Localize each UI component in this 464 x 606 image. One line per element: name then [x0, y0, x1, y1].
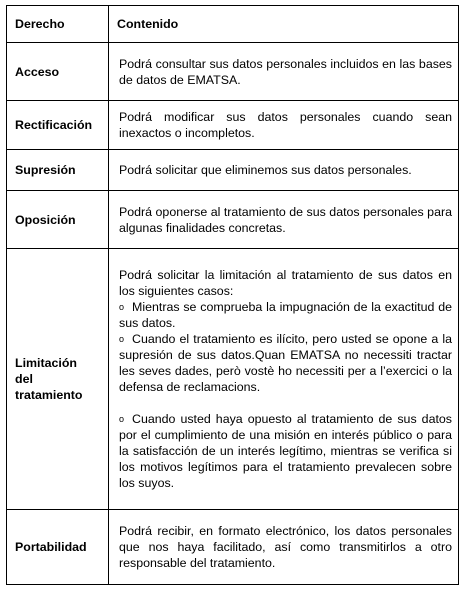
- right-label: Rectificación: [7, 101, 109, 150]
- right-label: Oposición: [7, 191, 109, 249]
- table-row: [7, 510, 459, 585]
- list-item-text: Cuando el tratamiento es ilícito, pero usted se opone a la supresión de sus datos.Quan EMATSA no necessiti tractar les seves dades, però vostè ho necessiti per a l’exercici o la defensa de reclamacions.: [119, 332, 452, 394]
- bullet-icon: o: [119, 414, 125, 424]
- right-label: [7, 249, 109, 510]
- right-description: Podrá modificar sus datos personales cuando sean inexactos o incompletos.: [109, 101, 459, 150]
- list-item: [119, 331, 452, 395]
- right-label: Acceso: [7, 43, 109, 101]
- rights-table: [6, 5, 459, 585]
- right-label-line: del: [15, 372, 33, 386]
- table-row: [7, 191, 459, 249]
- table-header-row: [7, 6, 459, 43]
- list-item: [119, 411, 452, 491]
- right-description: Podrá oponerse al tratamiento de sus datos personales para algunas finalidades concretas.: [109, 191, 459, 249]
- spacer: [119, 395, 452, 411]
- table-row: [7, 150, 459, 191]
- bullet-icon: o: [119, 302, 125, 312]
- right-label: Supresión: [7, 150, 109, 191]
- list-item: [119, 299, 452, 331]
- limitation-intro: Podrá solicitar la limitación al tratamiento de sus datos en los siguientes casos:: [119, 268, 452, 298]
- header-contenido: Contenido: [109, 6, 459, 43]
- header-derecho: Derecho: [7, 6, 109, 43]
- right-description: Podrá solicitar que eliminemos sus datos personales.: [109, 150, 459, 191]
- right-label-line: tratamiento: [15, 388, 83, 402]
- table-row: [7, 43, 459, 101]
- right-description: Podrá consultar sus datos personales incluidos en las bases de datos de EMATSA.: [109, 43, 459, 101]
- right-description: [109, 249, 459, 510]
- list-item-text: Cuando usted haya opuesto al tratamiento de sus datos por el cumplimiento de una misión en interés público o para la satisfacción de un interés legítimo, mientras se verifica si los motivos legítimos para el tratamiento prevalecen sobre los suyos.: [119, 412, 452, 490]
- table-row: [7, 101, 459, 150]
- table-row: [7, 249, 459, 510]
- bullet-icon: o: [119, 334, 125, 344]
- list-item-text: Mientras se comprueba la impugnación de la exactitud de sus datos.: [119, 300, 452, 330]
- right-label: Portabilidad: [7, 510, 109, 585]
- right-label-line: Limitación: [15, 356, 77, 370]
- right-description: Podrá recibir, en formato electrónico, los datos personales que nos haya facilitado, así como transmitirlos a otro responsable del tratamiento.: [109, 510, 459, 585]
